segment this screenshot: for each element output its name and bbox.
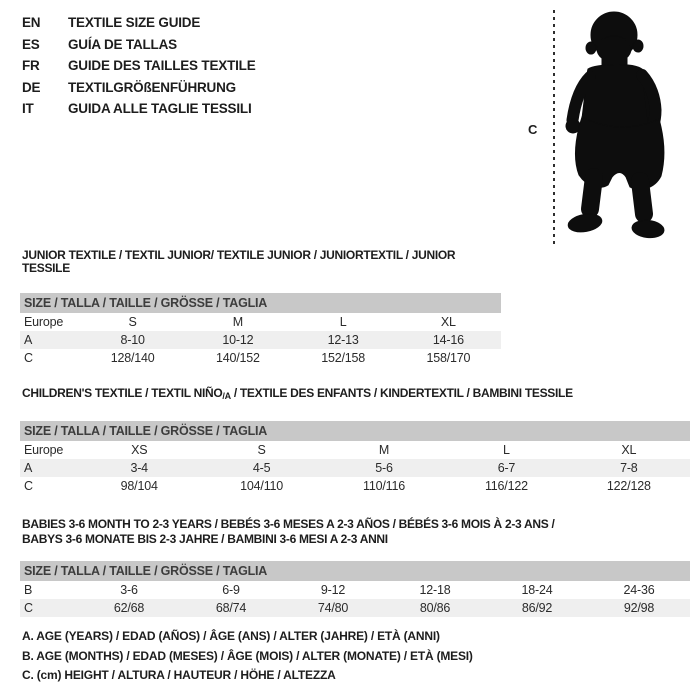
footnotes [22,627,473,686]
table-cell: L [339,315,347,329]
table-row [20,599,690,617]
height-dashed-line [553,10,555,244]
childrens-textile-table [20,387,690,495]
table-cell: 92/98 [623,601,655,615]
language-row-fr [22,55,256,77]
row-label: Europe [24,443,64,457]
table-title [22,387,688,403]
toddler-silhouette-icon [560,7,695,240]
table-cell: M [378,443,390,457]
footnote-b: B. AGE (MONTHS) / EDAD (MESES) / ÂGE (MOIS) / ALTER (MONATE) / ETÀ (MESI) [22,648,473,663]
table-cell: 4-5 [252,461,271,475]
table-cell: 5-6 [375,461,393,475]
footnote-c: C. (cm) HEIGHT / ALTURA / HAUTEUR / HÖHE / ALTEZZA [22,668,336,682]
table-title-line1: BABIES 3-6 MONTH TO 2-3 YEARS / BEBÉS 3-6 MESES A 2-3 AÑOS / BÉBÉS 3-6 MOIS À 2-3 ANS / [22,517,555,531]
table-title [22,517,688,547]
language-row-it [22,98,256,120]
table-title-text: / TEXTILE DES ENFANTS / KINDERTEXTIL / BAMBINI TESSILE [230,386,573,400]
language-row-es [22,34,256,56]
size-header-bar: SIZE / TALLA / TAILLE / GRÖSSE / TAGLIA [20,561,690,581]
table-cell: XS [131,443,148,457]
table-cell: 104/110 [240,479,284,493]
language-code: ES [22,36,40,52]
row-label: A [24,461,33,475]
table-cell: L [503,443,510,457]
tables-area [20,249,690,617]
row-label: A [24,333,33,347]
table-cell: XL [440,315,456,329]
language-label: TEXTILE SIZE GUIDE [68,15,201,30]
table-cell: 128/140 [110,351,155,365]
table-cell: XL [621,443,637,457]
table-row [20,331,501,349]
row-label: Europe [24,315,64,329]
table-cell: 62/68 [113,601,145,615]
table-cell: 7-8 [620,461,638,475]
table-title-text: CHILDREN'S TEXTILE / TEXTIL NIÑO [22,386,223,400]
table-cell: 8-10 [120,333,145,347]
row-label: C [24,479,33,493]
table-cell: 3-6 [120,583,138,597]
table-cell: 80/86 [419,601,451,615]
table-row [20,441,690,459]
table-cell: 68/74 [215,601,247,615]
babies-textile-table [20,517,690,617]
table-cell: 14-16 [432,333,464,347]
language-label: GUIDE DES TAILLES TEXTILE [68,58,256,74]
row-label: C [24,601,33,615]
table-cell: 6-9 [222,583,240,597]
table-row [20,459,690,477]
table-cell: 12-13 [327,333,359,347]
table-cell: S [257,443,266,457]
row-label: C [24,351,33,365]
table-cell: 74/80 [317,601,349,615]
table-cell: 116/122 [484,479,528,493]
table-row [20,581,690,599]
language-code: FR [22,58,40,74]
language-row-en [22,12,256,34]
table-cell: 86/92 [521,601,553,615]
language-code: DE [22,79,41,95]
language-label: GUIDA ALLE TAGLIE TESSILI [68,101,252,117]
table-row [20,477,690,495]
table-cell: S [128,315,137,329]
table-cell: 98/104 [120,479,158,493]
language-code: IT [22,101,34,117]
language-list [22,12,256,120]
language-label: TEXTILGRÖßENFÜHRUNG [68,79,236,95]
table-cell: 158/170 [426,351,471,365]
table-cell: 3-4 [130,461,148,475]
table-cell: 110/116 [363,479,405,493]
table-cell: 10-12 [222,333,254,347]
table-title-subscript: /A [222,391,231,401]
language-label: GUÍA DE TALLAS [68,36,177,52]
junior-textile-table [20,249,501,367]
table-title: JUNIOR TEXTILE / TEXTIL JUNIOR/ TEXTILE JUNIOR / JUNIORTEXTIL / JUNIOR TESSILE [22,248,456,275]
table-cell: 24-36 [623,583,655,597]
table-title-line2: BABYS 3-6 MONATE BIS 2-3 JAHRE / BAMBINI 3-6 MESI A 2-3 ANNI [22,532,388,546]
table-cell: 6-7 [497,461,516,475]
table-cell: 12-18 [419,583,451,597]
table-cell: M [232,315,243,329]
row-label: B [24,583,33,597]
language-row-de [22,77,256,99]
table-row [20,313,501,331]
table-cell: 122/128 [606,479,651,493]
table-row [20,349,501,367]
size-header-bar: SIZE / TALLA / TAILLE / GRÖSSE / TAGLIA [20,421,690,441]
size-header-bar: SIZE / TALLA / TAILLE / GRÖSSE / TAGLIA [20,293,501,313]
language-code: EN [22,15,41,30]
table-cell: 152/158 [321,351,366,365]
table-cell: 18-24 [521,583,553,597]
table-cell: 9-12 [320,583,346,597]
footnote-a: A. AGE (YEARS) / EDAD (AÑOS) / ÂGE (ANS) / ALTER (JAHRE) / ETÀ (ANNI) [22,629,440,643]
table-cell: 140/152 [215,351,260,365]
height-measure-label: C [528,122,538,137]
